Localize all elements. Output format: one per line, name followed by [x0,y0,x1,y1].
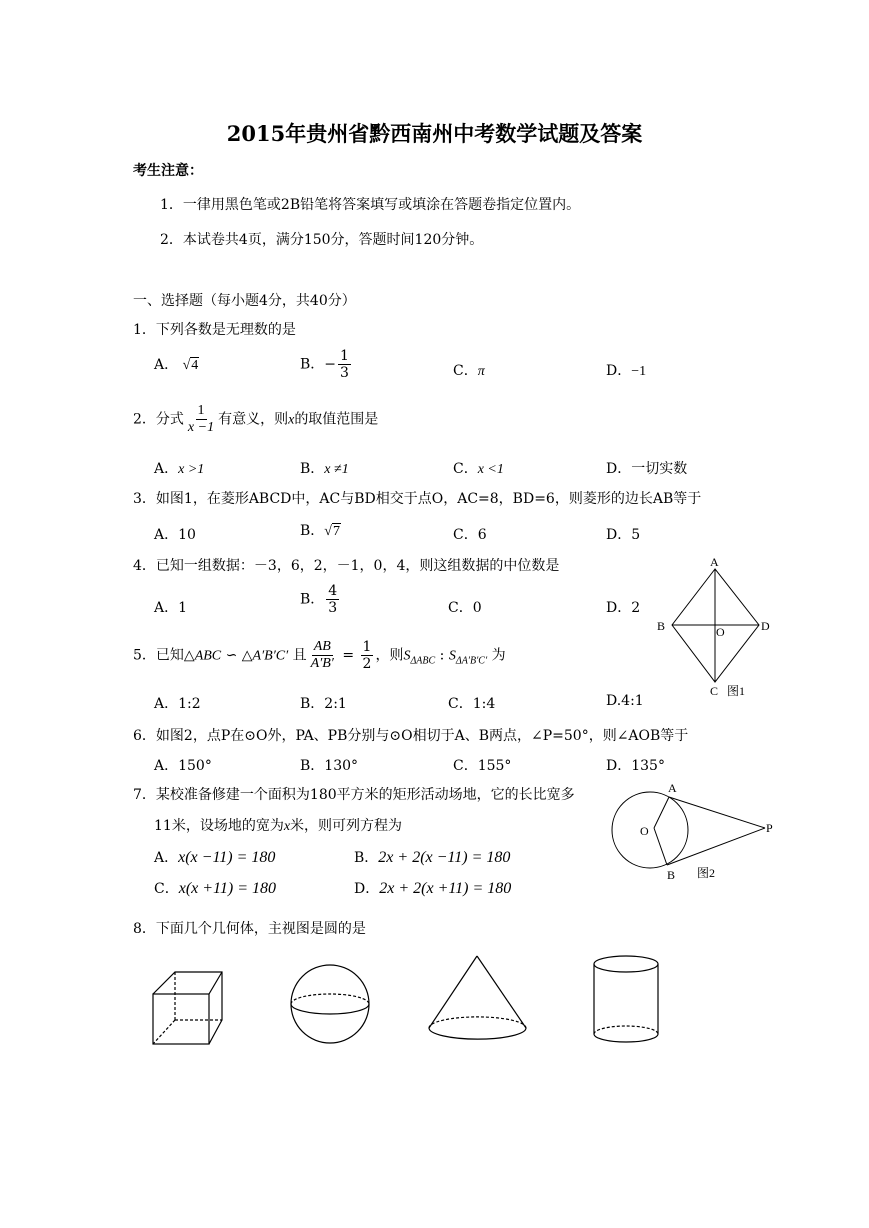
numerator: 1 [340,348,349,364]
option-label: C． [453,461,478,477]
option-label: A． [154,357,179,373]
figure-1-rhombus [652,555,782,701]
q7-option-c [154,878,276,898]
q2-option-b [300,458,349,478]
numerator: 4 [328,583,338,599]
subscript: ΔA′B′C′ [455,655,488,667]
tangent-pb [667,828,765,865]
option-value: 2x + 2(x −11) = 180 [378,849,511,866]
q2-option-d: D．一切实数 [606,461,688,477]
equals-sign: = [337,647,359,664]
sphere-figure [291,965,369,1043]
option-label: A． [154,461,179,477]
variable: x [288,412,295,428]
q5-option-d: D.4:1 [606,693,644,709]
denominator: 3 [328,600,338,617]
figure-1-caption: 图1 [727,684,746,698]
denominator: x −1 [187,420,215,436]
q4-stem: 4．已知一组数据：－3，6，2，－1，0，4，则这组数据的中位数是 [133,558,560,574]
option-value: x(x −11) = 180 [178,849,276,866]
stem-text: 且 [288,647,307,664]
q7-option-b [354,847,510,867]
label-d: D [761,619,770,633]
notice-heading: 考生注意： [133,163,203,179]
numerator: 1 [196,403,207,420]
q5-option-b: B．2:1 [300,696,347,712]
q6-stem: 6．如图2，点P在⊙O外，PA、PB分别与⊙O相切于A、B两点，∠P=50°，则∠AOB等于 [133,728,689,744]
circle-o [612,792,688,868]
fraction [186,403,216,436]
stem-text: ，则 [375,647,404,664]
subscript: ΔABC [410,655,436,667]
notice-item-2: 2．本试卷共4页，满分150分，答题时间120分钟。 [160,232,484,248]
q5-stem [133,639,506,672]
area-symbol: S [448,648,456,664]
option-label: C． [154,881,179,897]
q6-option-c: C．155° [453,758,512,774]
q3-stem: 3．如图1，在菱形ABCD中，AC与BD相交于点O，AC=8，BD=6，则菱形的边长AB等于 [133,491,702,507]
q1-option-b: B．− $\frac{1}{3}$ [300,348,349,382]
triangle-name: ABC [194,648,222,664]
label-a: A [668,781,677,795]
denominator: 2 [362,656,372,673]
q4-option-d: D．2 [606,600,641,616]
label-p: P [766,821,773,835]
stem-text: 5．已知△ [133,647,195,664]
half-fraction [361,639,374,672]
fraction [326,583,339,616]
radius-ob [654,828,667,865]
stem-text: ∽ △ [221,647,253,664]
label-o: O [640,824,649,838]
option-label: B． [300,591,325,608]
notice-item-1: 1．一律用黑色笔或2B铅笔将答案填写或填涂在答题卷指定位置内。 [160,197,581,213]
option-value: 2x + 2(x +11) = 180 [379,880,512,897]
option-label: B． [300,356,325,373]
label-o: O [716,625,725,639]
sqrt-expression: √ 4 [182,358,199,373]
option-value: x(x +11) = 180 [178,880,276,897]
q1-option-d [606,360,646,380]
radius-oa [654,797,669,828]
q1-option-a [154,354,199,374]
cube-figure [153,972,222,1044]
sqrt-expression: √ 7 [324,524,340,539]
ratio-fraction [309,639,336,672]
q7-stem-line-2 [154,815,402,835]
option-label: B． [300,461,325,477]
q2-option-c [453,458,504,478]
option-value: −1 [631,364,647,379]
stem-text: 米，则可列方程为 [290,818,403,834]
q4-option-a: A．1 [154,600,188,616]
stem-text: 2．分式 [133,411,184,428]
fraction [338,348,351,381]
numerator: AB [312,639,333,656]
denominator: A′B′ [310,656,334,672]
option-label: D． [354,881,380,897]
q6-option-a: A．150° [154,758,212,774]
option-value: x <1 [477,462,504,477]
q3-option-b [300,520,341,540]
denominator: 3 [340,365,349,382]
q2-option-a [154,458,204,478]
q3-option-c: C．6 [453,527,487,543]
q3-option-d: D．5 [606,527,641,543]
colon: : [435,647,449,664]
label-c: C [710,684,719,698]
stem-text: 有意义，则 [218,411,289,428]
q6-option-b: B．130° [300,758,359,774]
cone-figure [429,956,526,1039]
numerator: 1 [362,639,372,655]
q5-option-a: A．1:2 [154,696,201,712]
option-label: B． [300,523,325,539]
label-b: B [657,619,666,633]
stem-text: 11米，设场地的宽为 [154,818,284,834]
section-heading: 一、选择题（每小题4分，共40分） [133,293,356,309]
q7-option-d [354,878,511,898]
option-label: C． [453,363,478,379]
q6-option-d: D．135° [606,758,665,774]
option-value: π [477,364,485,379]
q5-option-c: C．1:4 [448,696,496,712]
q7-option-a [154,847,275,867]
option-label: B． [354,850,379,866]
figure-2-tangents [605,780,785,882]
q4-option-b [300,583,341,616]
page-title: 2015年贵州省黔西南州中考数学试题及答案 [226,121,643,146]
stem-text: 的取值范围是 [294,411,379,428]
option-value: x >1 [178,462,205,477]
radicand: 7 [332,524,340,539]
q4-option-c: C．0 [448,600,482,616]
option-label: D． [606,363,632,379]
solids-row [140,948,680,1056]
q2-stem [133,403,378,436]
figure-2-caption: 图2 [697,866,716,880]
q1-option-c [453,360,485,380]
cylinder-figure [594,956,658,1042]
variable: x [283,819,291,834]
stem-text: 为 [487,647,506,664]
radicand: 4 [191,358,199,373]
label-a: A [710,555,719,569]
q1-stem: 1．下列各数是无理数的是 [133,322,296,338]
q8-stem: 8．下面几个几何体，主视图是圆的是 [133,921,366,937]
option-value: x ≠1 [324,462,349,477]
q3-option-a: A．10 [154,527,196,543]
triangle-name: A′B′C′ [252,648,289,664]
area-symbol: S [403,648,411,664]
label-b: B [667,868,676,882]
option-label: A． [154,850,179,866]
q7-stem-line-1: 7．某校准备修建一个面积为180平方米的矩形活动场地，它的长比宽多 [133,787,575,803]
